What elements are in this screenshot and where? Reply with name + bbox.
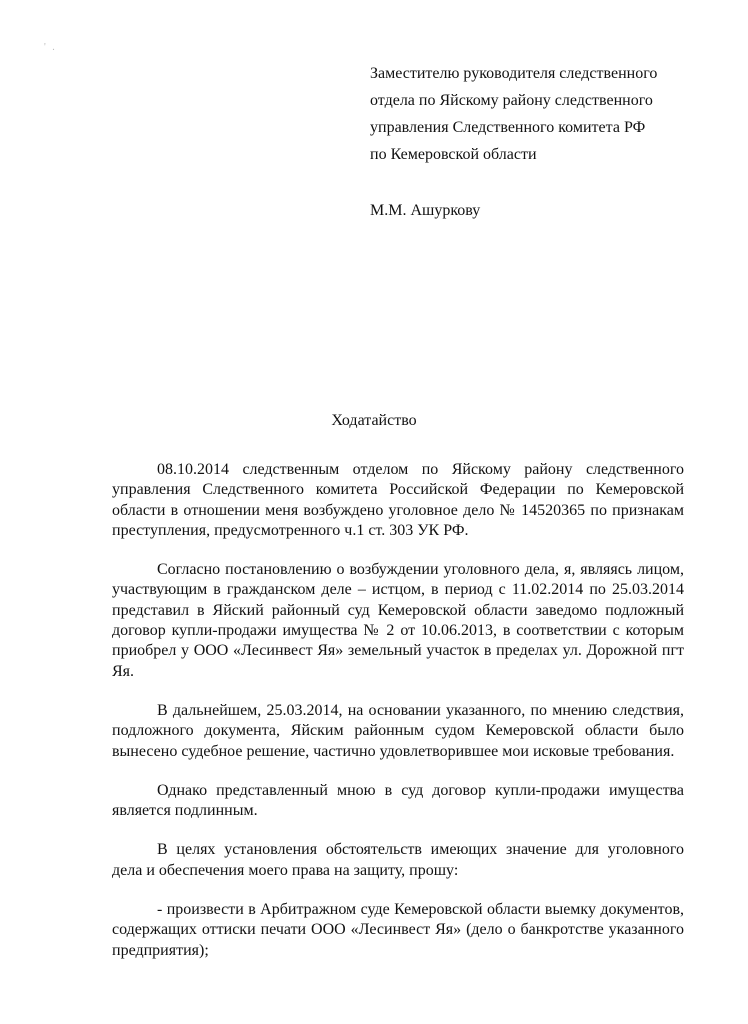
addressee-line: отдела по Яйскому району следственного (370, 92, 653, 109)
addressee-name: М.М. Ашуркову (370, 202, 481, 219)
document-body (112, 460, 684, 961)
addressee-line: Заместителю руководителя следственного (370, 65, 658, 82)
document-title: Ходатайство (331, 412, 417, 429)
paragraph-case-opened: 08.10.2014 следственным отделом по Яйскому району следственного управления Следственного комитета Российской Федерации по Кемеровской области в отношении меня возбуждено уголовное дело № 14520365 по признакам преступления, предусмотренного ч.1 ст. 303 УК РФ. (112, 461, 684, 539)
paragraph-authenticity: Однако представленный мною в суд договор купли-продажи имущества является подлинным. (112, 781, 684, 820)
paragraph-request-item: - произвести в Арбитражном суде Кемеровской области выемку документов, содержащих оттиски печати ООО «Лесинвест Яя» (дело о банкротстве указанного предприятия); (112, 901, 684, 959)
paragraph-accusation: Согласно постановлению о возбуждении уголовного дела, я, являясь лицом, участвующим в гражданском деле – истцом, в период с 11.02.2014 по 25.03.2014 представил в Яйский районный суд Кемеровской области заведомо подложный договор купли-продажи имущества № 2 от 10.06.2013, в соответствии с которым приобрел у ООО «Лесинвест Яя» земельный участок в пределах ул. Дорожной пгт Яя. (112, 561, 684, 680)
addressee-line: по Кемеровской области (370, 146, 537, 163)
paragraph-court-decision: В дальнейшем, 25.03.2014, на основании указанного, по мнению следствия, подложного документа, Яйским районным судом Кемеровской области было вынесено судебное решение, частично удовлетворившее мои исковые требования. (112, 701, 684, 760)
addressee-block (370, 60, 710, 224)
addressee-line: управления Следственного комитета РФ (370, 119, 646, 136)
paragraph-request: В целях установления обстоятельств имеющих значение для уголовного дела и обеспечения моего права на защиту, прошу: (112, 841, 684, 879)
scan-mark: ' . (44, 42, 57, 53)
